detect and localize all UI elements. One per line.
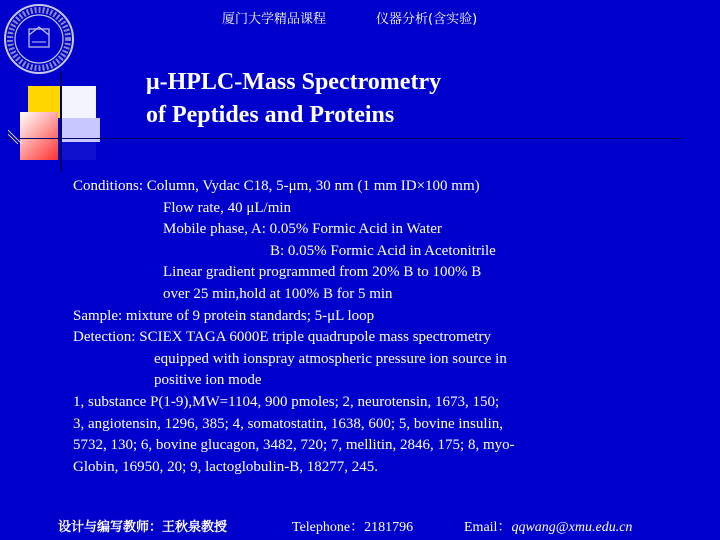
- university-seal-icon: [2, 2, 76, 76]
- decor-blue-square: [62, 142, 96, 160]
- flow-rate-line: Flow rate, 40 μL/min: [163, 199, 292, 216]
- slide-body: [73, 176, 515, 478]
- email-address[interactable]: qqwang@xmu.edu.cn: [511, 520, 633, 535]
- analyte-list-line: 5732, 130; 6, bovine glucagon, 3482, 720; 7, mellitin, 2846, 175; 8, myo-: [73, 437, 515, 454]
- telephone: Telephone：2181796: [292, 520, 414, 535]
- gradient-hold-line: over 25 min,hold at 100% B for 5 min: [163, 285, 393, 302]
- course-subject: 仪器分析(含实验): [376, 12, 478, 27]
- slide-title: [146, 66, 441, 132]
- analyte-list-line: 1, substance P(1-9),MW=1104, 900 pmoles; 2, neurotensin, 1673, 150;: [73, 393, 500, 410]
- email: [464, 516, 632, 536]
- analyte-list-line: Globin, 16950, 20; 9, lactoglobulin-B, 18277, 245.: [73, 458, 378, 475]
- decor-diagonal-lines: [8, 126, 26, 144]
- slide-footer: [0, 516, 720, 538]
- conditions-line: Conditions: Column, Vydac C18, 5-μm, 30 nm (1 mm ID×100 mm): [73, 178, 480, 194]
- decor-horizontal-line: [6, 138, 682, 139]
- gradient-line: Linear gradient programmed from 20% B to 100% B: [163, 264, 482, 281]
- detection-line: Detection: SCIEX TAGA 6000E triple quadrupole mass spectrometry: [73, 329, 492, 346]
- mobile-phase-a-line: Mobile phase, A: 0.05% Formic Acid in Water: [163, 221, 442, 238]
- decor-white-square: [62, 86, 96, 118]
- author-credit: 设计与编写教师：王秋泉教授: [58, 520, 228, 535]
- decor-vertical-line: [60, 72, 62, 172]
- detection-mode-line: positive ion mode: [154, 372, 262, 389]
- title-line-1: μ-HPLC-Mass Spectrometry: [146, 69, 442, 95]
- analyte-list-line: 3, angiotensin, 1296, 385; 4, somatostatin, 1638, 600; 5, bovine insulin,: [73, 415, 503, 432]
- email-label: Email：: [464, 520, 512, 535]
- detection-source-line: equipped with ionspray atmospheric pressure ion source in: [154, 350, 507, 367]
- title-line-2: of Peptides and Proteins: [146, 102, 395, 128]
- course-name: 厦门大学精品课程: [222, 12, 327, 27]
- sample-line: Sample: mixture of 9 protein standards; 5-μL loop: [73, 307, 375, 324]
- mobile-phase-b-line: B: 0.05% Formic Acid in Acetonitrile: [270, 242, 496, 259]
